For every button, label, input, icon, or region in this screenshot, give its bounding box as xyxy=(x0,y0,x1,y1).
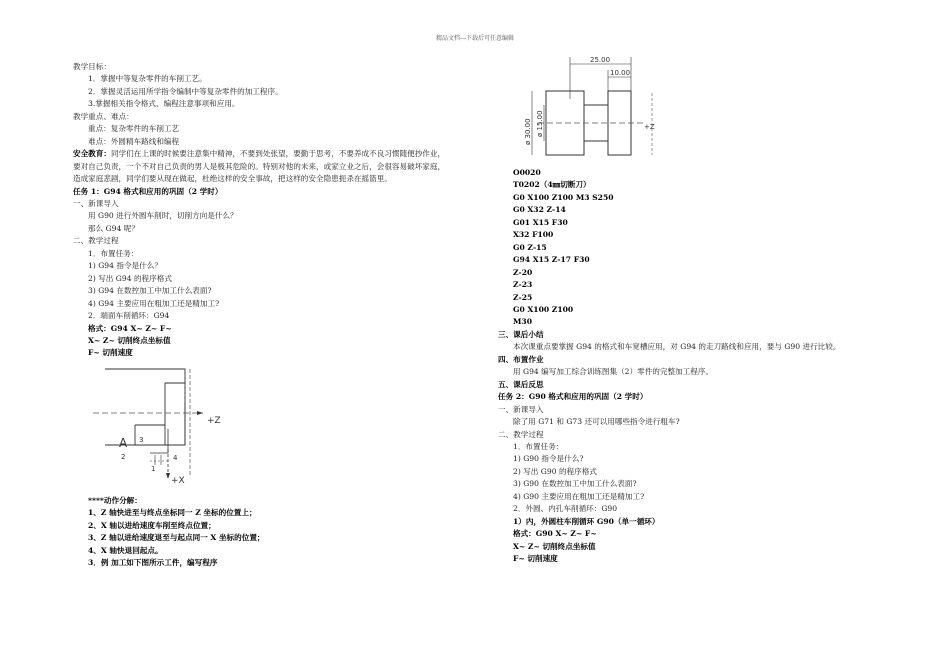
text-line: ****动作分解： xyxy=(88,495,142,505)
z-axis-label: +Z xyxy=(207,415,221,426)
code-line: G01 X15 F30 xyxy=(513,217,568,227)
text-line: 2．掌握灵活运用所学指令编制中等复杂零件的加工程序。 xyxy=(88,86,283,96)
left-text-block xyxy=(73,61,488,360)
text-line: 4) G94 主要应用在粗加工还是精加工? xyxy=(88,298,220,308)
text-line: 2．外圆、内孔车削循环：G90 xyxy=(513,504,618,514)
text-line: 1、Z 轴快进至与终点坐标同一 Z 坐标的位置上； xyxy=(88,508,257,518)
text-line: 1．布置任务： xyxy=(88,248,139,258)
text-line: 1) G94 指令是什么？ xyxy=(88,261,162,271)
text-line: X~ Z~ 切削终点坐标值 xyxy=(513,541,596,551)
text-line: 三、课后小结 xyxy=(498,329,544,339)
text-line: 用 G94 编写加工综合训练图集（2）零件的完整加工程序。 xyxy=(513,367,714,377)
dia-small-label: ø 15.00 xyxy=(536,110,544,137)
text-line: 要对自己负责，一个不对自己负责的男人是极其危险的。特别对他的未来，或家立业之后，会很容易破坏家庭， xyxy=(73,161,446,171)
text-line: 二、教学过程 xyxy=(73,236,119,246)
text-line: 4、X 轴快退回起点。 xyxy=(88,545,163,555)
x-axis-label: +X xyxy=(171,475,185,486)
code-line: Z-25 xyxy=(513,292,533,302)
text-line: 任务 2：G90 格式和应用的巩固（2 学时） xyxy=(498,392,648,402)
text-line: 1) G90 指令是什么? xyxy=(513,454,584,464)
text-line: 二、教学过程 xyxy=(498,429,544,439)
text-line: 一、新课导入 xyxy=(73,198,119,208)
text-line: 3．例 加工如下图所示工件，编写程序 xyxy=(88,558,218,568)
workpiece-outline xyxy=(105,369,185,445)
text-line: X~ Z~ 切削终点坐标值 xyxy=(88,335,171,345)
code-line: M30 xyxy=(513,317,532,327)
text-line: 四、布置作业 xyxy=(498,354,544,364)
text-line: F~ 切削速度 xyxy=(513,554,558,564)
code-line: G0 X100 Z100 xyxy=(513,304,574,314)
text-line: 五、课后反思 xyxy=(498,379,544,389)
text-line: F~ 切削速度 xyxy=(88,348,133,358)
text-line xyxy=(73,148,488,160)
text-line: 1．布置任务： xyxy=(513,441,564,451)
text-line: 任务 1：G94 格式和应用的巩固（2 学时） xyxy=(73,186,223,196)
code-line: G94 X15 Z-17 F30 xyxy=(513,255,590,265)
z-axis-label: +Z xyxy=(644,123,655,131)
text-line: 3.掌握相关指令格式、编程注意事项和应用。 xyxy=(88,99,240,109)
nc-program-code xyxy=(498,167,908,329)
right-text-block xyxy=(498,329,908,566)
text-line: 3) G90 在数控加工中加工什么表面? xyxy=(513,479,637,489)
right-column xyxy=(498,56,908,566)
text-line: 2) 写出 G94 的程序格式 xyxy=(88,273,172,283)
code-line: X32 F100 xyxy=(513,230,554,240)
text-line: 3) G94 在数控加工中加工什么表面? xyxy=(88,286,212,296)
text-line: 格式：G94 X~ Z~ F~ xyxy=(88,323,172,333)
text-line: 用 G90 进行外圆车削时，切削方向是什么？ xyxy=(88,211,238,221)
text-line: 一、新课导入 xyxy=(498,404,544,414)
point-a-label: A xyxy=(119,435,128,450)
page-header-note: 精品文档---下载后可任意编辑 xyxy=(435,35,515,42)
label-4: 4 xyxy=(173,453,178,462)
text-line: 那么 G94 呢？ xyxy=(88,223,139,233)
left-column xyxy=(73,61,488,570)
code-line: Z-20 xyxy=(513,267,533,277)
text-line: 重点：复杂零件的车削工艺 xyxy=(88,124,180,134)
code-line: Z-23 xyxy=(513,280,533,290)
code-line: G0 X32 Z-14 xyxy=(513,205,566,215)
text-lead: 安全教育： xyxy=(73,149,111,159)
part-drawing xyxy=(502,53,662,165)
text-line: 本次课重点要掌握 G94 的格式和车宽槽应用，对 G94 的走刀路线和应用，要与 G90 进行比较。 xyxy=(513,342,841,352)
code-line: G0 Z-15 xyxy=(513,242,547,252)
code-line: G0 X100 Z100 M3 S250 xyxy=(513,192,614,202)
text-rest: 同学们在上课的时候要注意集中精神，不要到处张望，要勤于思考，不要养成不良习惯随便抄作业， xyxy=(110,149,446,159)
text-line: 除了用 G71 和 G73 还可以用哪些指令进行粗车? xyxy=(513,417,680,427)
text-line: 教学重点、难点： xyxy=(73,111,134,121)
label-2: 2 xyxy=(121,452,126,461)
text-line: 2．端面车削循环：G94 xyxy=(88,311,170,321)
text-line: 1）内，外圆柱车削循环 G90（单一循环） xyxy=(513,516,660,526)
text-line: 2) 写出 G90 的程序格式 xyxy=(513,466,597,476)
text-line: 格式：G90 X~ Z~ F~ xyxy=(513,529,597,539)
text-line: 4) G90 主要应用在粗加工还是精加工? xyxy=(513,491,645,501)
text-line: 教学目标： xyxy=(73,62,111,71)
dia-big-label: ø 30.00 xyxy=(524,118,532,145)
dim-total-label: 25.00 xyxy=(590,56,611,64)
text-line: 造成家庭悲剧，同学们要从现在做起，杜绝这样的安全事故，把这样的安全隐患扼杀在摇篮里。 xyxy=(73,174,392,184)
code-line: T0202（4㎜切断刀） xyxy=(513,180,591,190)
z-arrow xyxy=(197,411,203,415)
text-line: 3、Z 轴以进给速度退至与起点同一 X 坐标的位置； xyxy=(88,533,265,543)
text-line: 2、X 轴以进给速度车削至终点位置； xyxy=(88,520,216,530)
x-arrow xyxy=(166,473,170,479)
g94-toolpath-diagram xyxy=(75,363,225,491)
left-text-block-2 xyxy=(73,495,488,570)
dim-part-label: 10.00 xyxy=(610,69,631,77)
label-3: 3 xyxy=(139,435,144,444)
text-line: 难点：外圆精车路线和编程 xyxy=(88,136,180,146)
label-1: 1 xyxy=(151,464,156,473)
text-line: 1．掌握中等复杂零件的车削工艺。 xyxy=(88,74,207,84)
code-line: O0020 xyxy=(513,168,541,177)
